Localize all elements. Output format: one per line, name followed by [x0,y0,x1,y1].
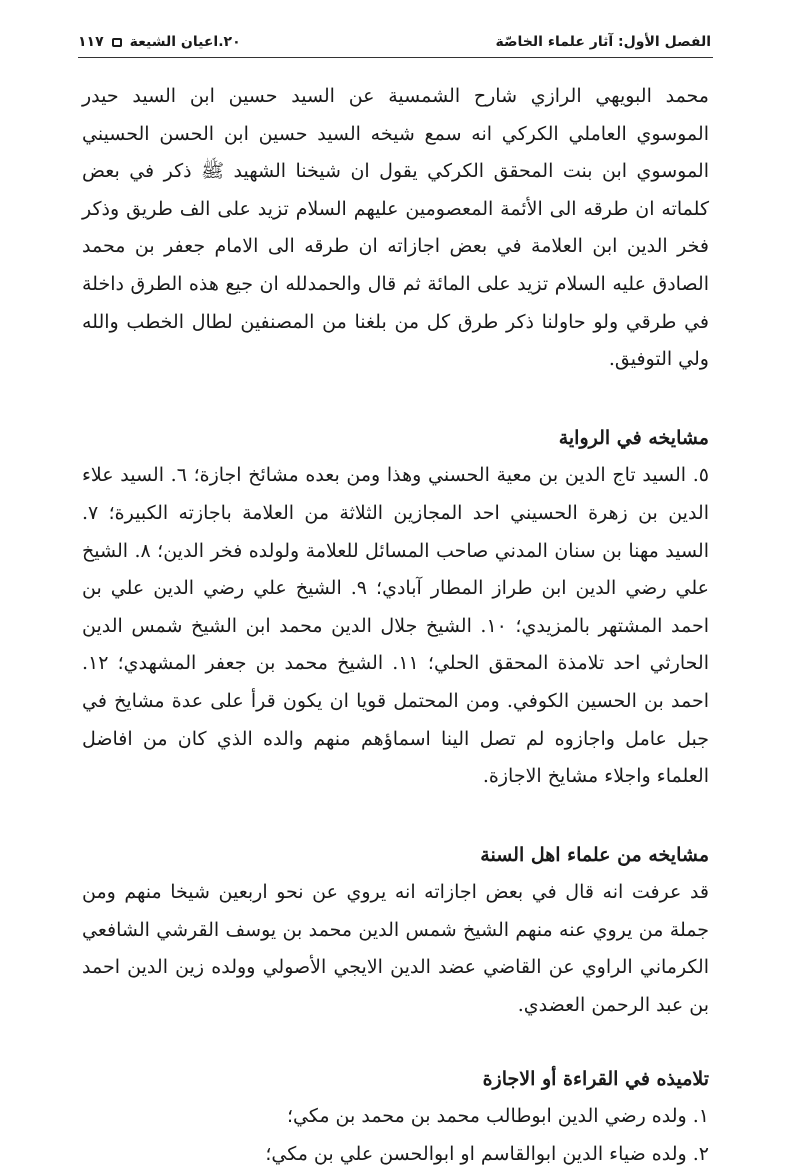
intro-paragraph: محمد البويهي الرازي شارح الشمسية عن السيد حسين ابن السيد حيدر الموسوي العاملي الكركي انه سمع شيخه السيد حسين ابن الحسن الحسيني الموسوي ابن بنت المحقق الكركي يقول ان شيخنا الشهيد ﷺ ذكر في بعض كلماته ان طرقه الى الأئمة المعصومين عليهم السلام تزيد على الف طريق وذكر فخر الدين ابن العلامة في بعض اجازاته ان طرقه الى الامام جعفر بن محمد الصادق عليه السلام تزيد على المائة ثم قال والحمدلله ان جيع هذه الطرق داخلة في طرقي ولو حاولنا ذكر طرق كل من بلغنا من المصنفين لطال الخطب والله ولي التوفيق. [82,85,709,371]
heading-sunna: مشايخه من علماء اهل السنة [480,843,709,866]
chapter-title: الفصل الأول: آثار علماء الخاصّة [495,34,711,50]
header-divider [78,57,713,58]
students-list [82,1098,709,1173]
page-number: ١١٧ [78,34,104,50]
body-text [82,78,709,1173]
section-title: ٢٠.اعيان الشيعة [129,34,241,50]
running-header [78,28,711,58]
paragraph-sunna: قد عرفت انه قال في بعض اجازاته انه يروي عن نحو اربعين شيخا منهم ومن جملة من يروي عنه منهم الشيخ شمس الدين محمد بن يوسف القرشي الشافعي الكرماني الراوي عن القاضي عضد الدين الايجي الأصولي وولده زين الدين احمد بن عبد الرحمن العضدي. [82,881,709,1017]
square-ornament-icon [112,38,122,47]
list-item: ٢. ولده ضياء الدين ابوالقاسم او ابوالحسن علي بن مكي؛ [265,1142,709,1165]
paragraph-riwaya: ٥. السيد تاج الدين بن معية الحسني وهذا ومن بعده مشائخ اجازة؛ ٦. السيد علاء الدين بن زهرة الحسيني احد المجازين الثلاثة من العلامة باجازته الكبيرة؛ ٧. السيد مهنا بن سنان المدني صاحب المسائل للعلامة ولولده فخر الدين؛ ٨. الشيخ علي رضي الدين ابن طراز المطار آبادي؛ ٩. الشيخ علي رضي الدين علي بن احمد المشتهر بالمزيدي؛ ١٠. الشيخ جلال الدين محمد ابن الشيخ شمس الدين الحارثي احد تلامذة المحقق الحلي؛ ١١. الشيخ محمد بن جعفر المشهدي؛ ١٢. احمد بن الحسين الكوفي. ومن المحتمل قويا ان يكون قرأ على عدة مشايخ في جبل عامل واجازوه لم تصل الينا اسماؤهم منهم والده الذي كان من افاضل العلماء واجلاء مشايخ الاجازة. [82,464,710,788]
header-left-group [78,34,241,50]
heading-students: تلاميذه في القراءة أو الاجازة [482,1067,709,1090]
heading-riwaya: مشايخه في الرواية [558,426,709,449]
list-item: ١. ولده رضي الدين ابوطالب محمد بن محمد بن مكي؛ [286,1105,709,1128]
